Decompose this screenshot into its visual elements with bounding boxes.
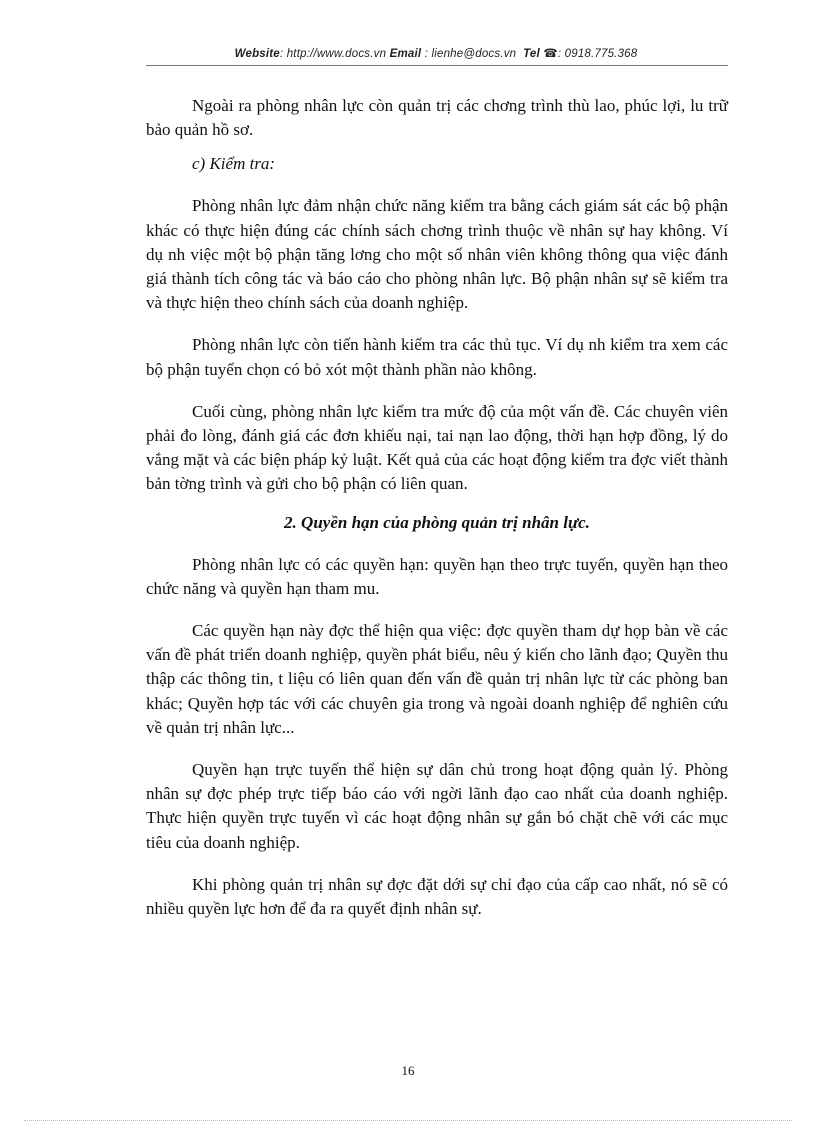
website-value: : http://www.docs.vn (279, 48, 387, 60)
email-label: Email (389, 48, 422, 60)
phone-icon: ☎ (543, 48, 558, 60)
paragraph: Khi phòng quản trị nhân sự đợc đặt dới sự chỉ đạo của cấp cao nhất, nó sẽ có nhiều quyền lực hơn để đa ra quyết định nhân sự. (146, 874, 728, 919)
paragraph: Phòng nhân lực còn tiến hành kiểm tra các thủ tục. Ví dụ nh kiểm tra xem các bộ phận tuyển chọn có bỏ xót một thành phần nào không. (146, 335, 728, 379)
section-heading: 2. Quyền hạn của phòng quản trị nhân lực. (284, 512, 590, 532)
tel-label: Tel (523, 48, 540, 60)
paragraph: Phòng nhân lực đảm nhận chức năng kiểm tra bằng cách giám sát các bộ phận khác có thực hiện đúng các chính sách chơng trình thuộc về nhân sự hay không. Ví dụ nh việc một bộ phận tăng lơng cho một số nhân viên không thông qua việc đánh giá thành tích công tác và báo cáo cho phòng nhân lực. Bộ phận nhân sự sẽ kiểm tra và thực hiện theo chính sách của doanh nghiệp. (146, 196, 728, 313)
email-value: : lienhe@docs.vn (424, 48, 517, 60)
paragraph: Cuối cùng, phòng nhân lực kiểm tra mức độ của một vấn đề. Các chuyên viên phải đo lòng, đánh giá các đơn khiếu nại, tai nạn lao động, thời hạn hợp đồng, lý do vắng mặt và các biện pháp kỷ luật. Kết quả của các hoạt động kiểm tra đợc viết thành bản tờng trình và gửi cho bộ phận có liên quan. (146, 401, 728, 494)
document-body (146, 94, 728, 921)
website-label: Website (234, 48, 280, 60)
page-header (146, 46, 726, 60)
paragraph: Các quyền hạn này đợc thể hiện qua việc: đợc quyền tham dự họp bàn về các vấn đề phát triển doanh nghiệp, quyền phát biểu, nêu ý kiến cho lãnh đạo; Quyền thu thập các thông tin, t liệu có liên quan đến vấn đề quản trị nhân lực từ các phòng ban khác; Quyền hợp tác với các chuyên gia trong và ngoài doanh nghiệp để nghiên cứu về quản trị nhân lực... (146, 621, 728, 737)
tel-value: : 0918.775.368 (557, 48, 638, 60)
paragraph: Ngoài ra phòng nhân lực còn quản trị các chơng trình thù lao, phúc lợi, lu trữ bảo quản hồ sơ. (146, 96, 728, 140)
footer-divider (24, 1120, 792, 1121)
subsection-heading: c) Kiểm tra: (192, 154, 276, 174)
paragraph: Phòng nhân lực có các quyền hạn: quyền hạn theo trực tuyến, quyền hạn theo chức năng và quyền hạn tham mu. (146, 554, 728, 598)
paragraph: Quyền hạn trực tuyến thể hiện sự dân chủ trong hoạt động quản lý. Phòng nhân sự đợc phép trực tiếp báo cáo với ngời lãnh đạo cao nhất của doanh nghiệp. Thực hiện quyền trực tuyến vì các hoạt động nhân sự gắn bó chặt chẽ với các mục tiêu của doanh nghiệp. (146, 760, 728, 852)
page-number: 16 (401, 1063, 415, 1078)
header-rule (146, 65, 728, 66)
